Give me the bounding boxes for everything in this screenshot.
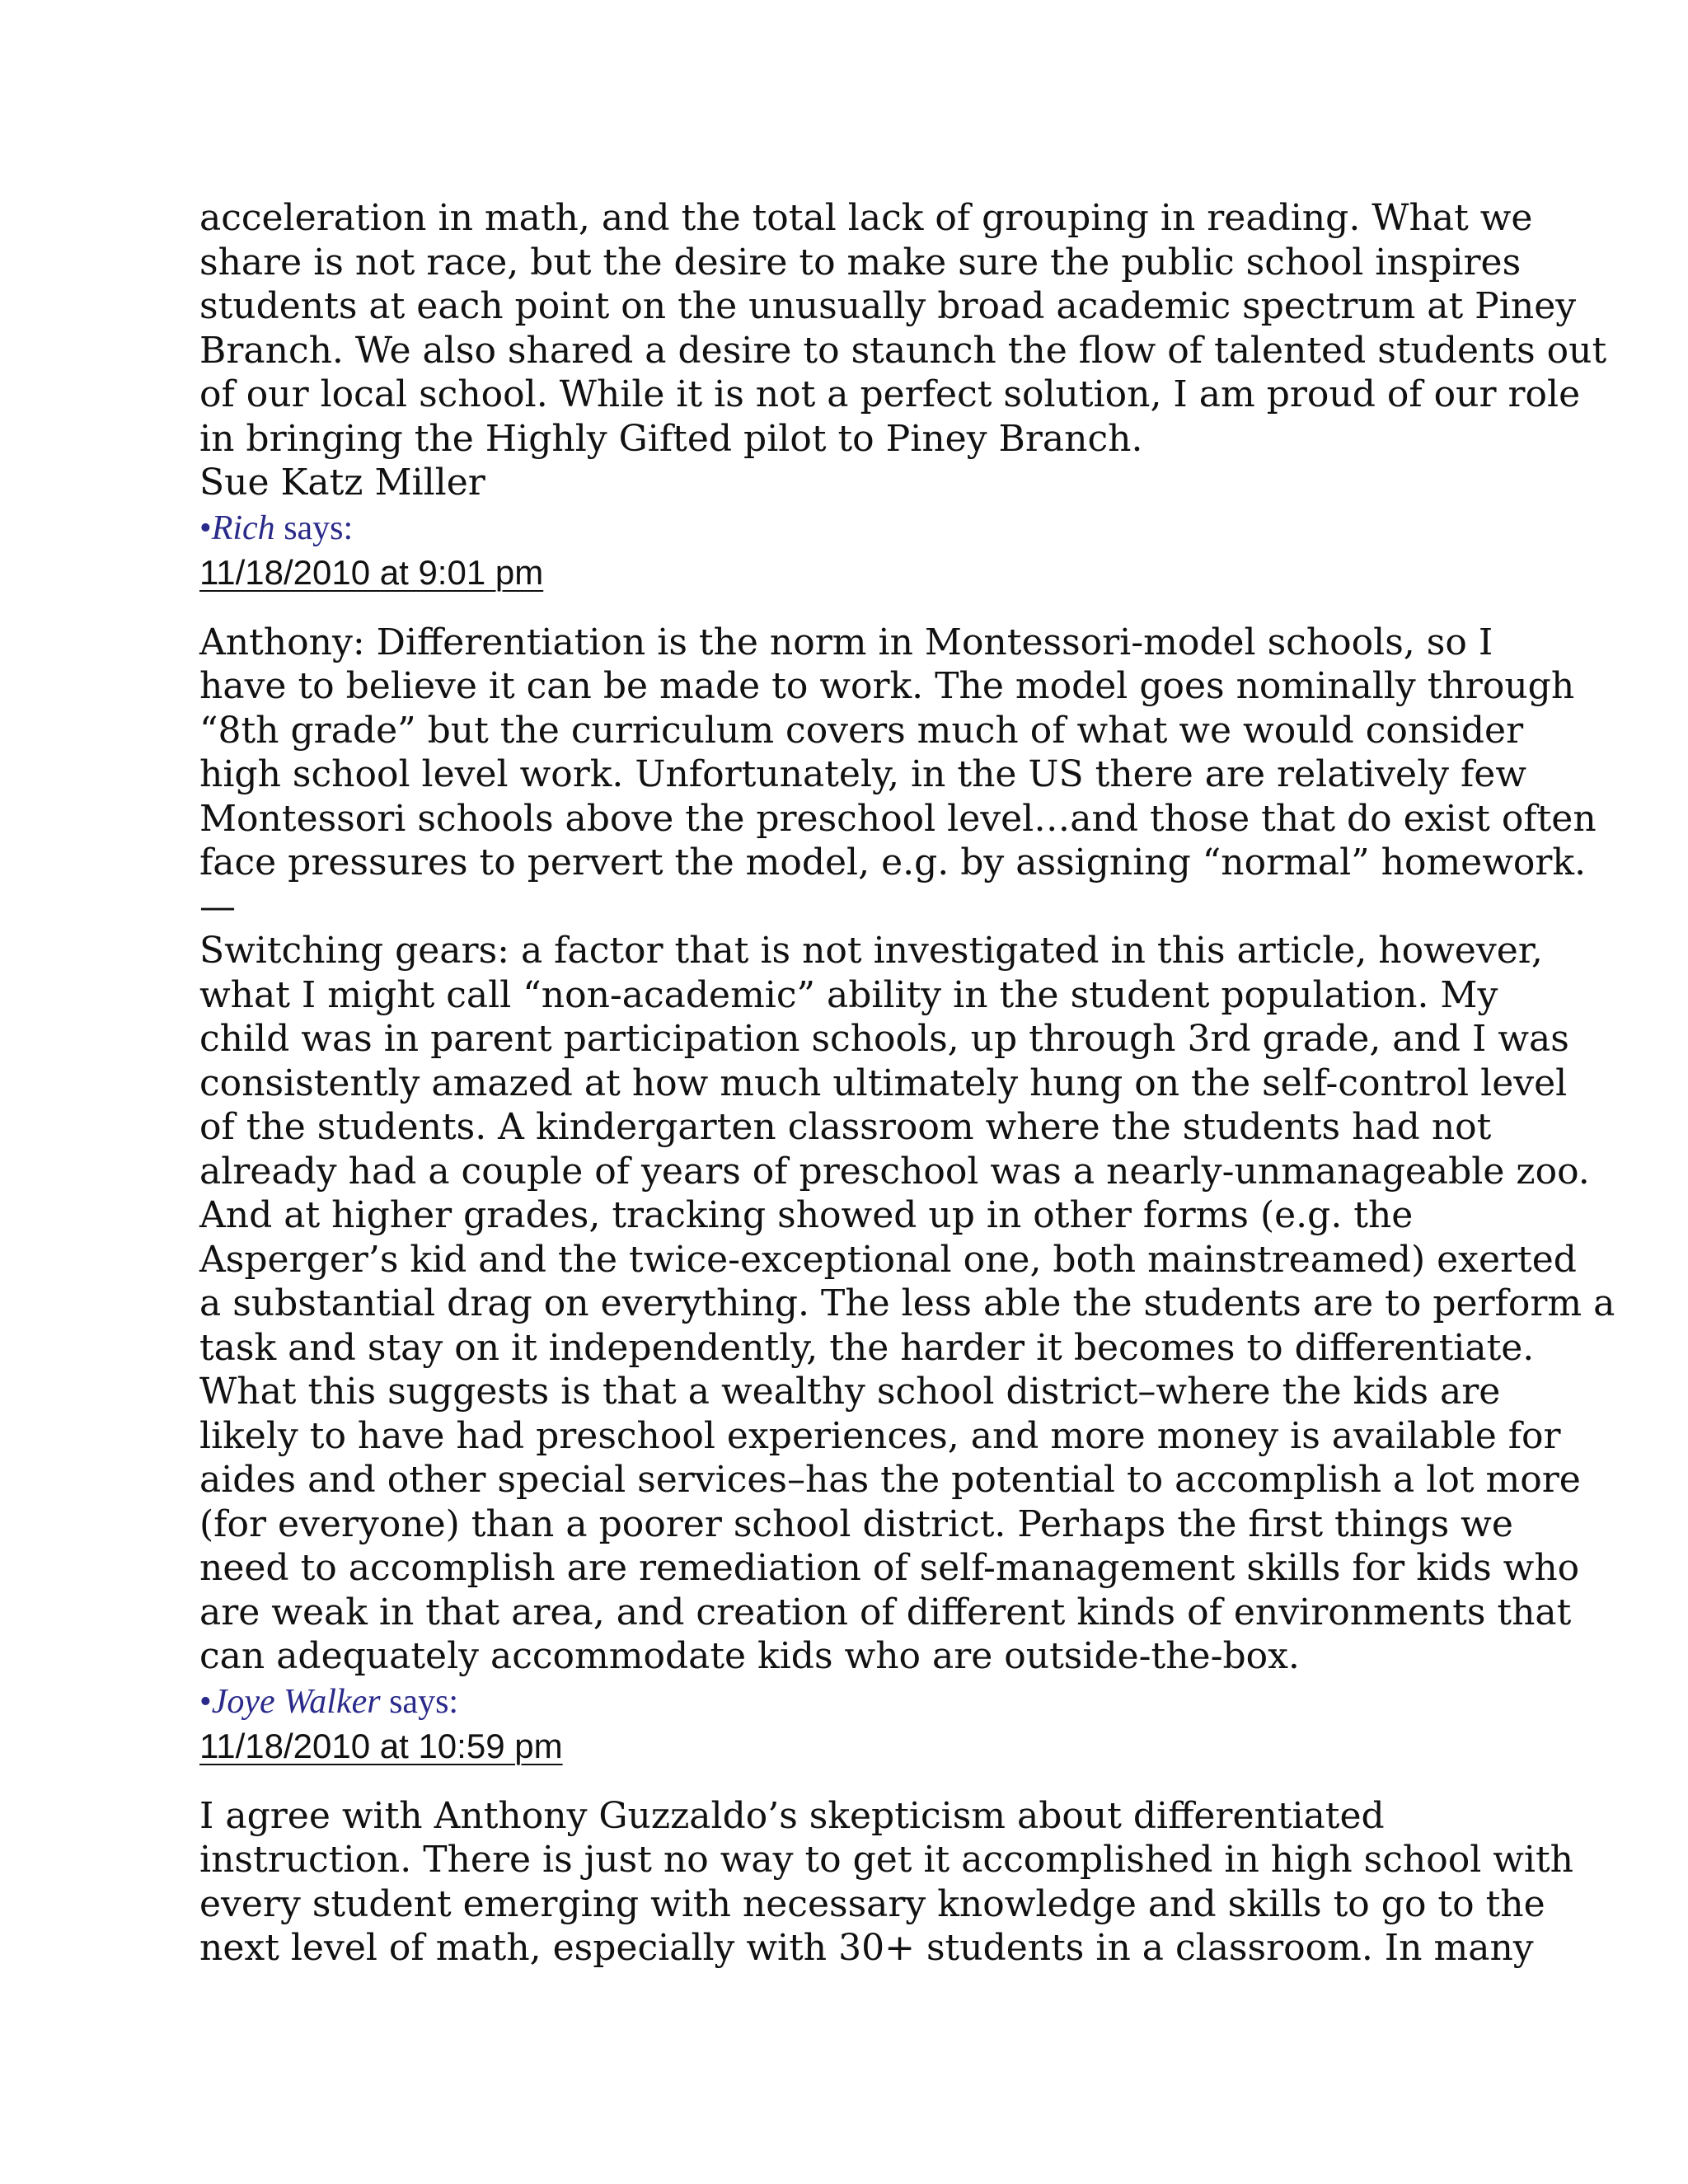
intro-paragraph <box>199 196 1607 505</box>
text-line: students at each point on the unusually broad academic spectrum at Piney <box>199 285 1577 327</box>
text-line: face pressures to pervert the model, e.g. by assigning “normal” homework. <box>199 841 1587 883</box>
says-label: says: <box>274 509 354 547</box>
comment <box>199 1679 1574 1971</box>
comment-header <box>199 505 1518 551</box>
text-line: instruction. There is just no way to get it accomplished in high school with <box>199 1839 1574 1881</box>
document-page <box>199 196 1615 1971</box>
comment-date-link[interactable]: 11/18/2010 at 9:01 pm <box>199 552 544 592</box>
text-line: in bringing the Highly Gifted pilot to Piney Branch. <box>199 417 1143 460</box>
text-line: (for everyone) than a poorer school district. Perhaps the first things we <box>199 1502 1513 1545</box>
text-line: what I might call “non-academic” ability in the student population. My <box>199 973 1498 1016</box>
text-line: already had a couple of years of preschool was a nearly-unmanageable zoo. <box>199 1150 1590 1193</box>
text-line: aides and other special services–has the potential to accomplish a lot more <box>199 1459 1581 1501</box>
text-line: of the students. A kindergarten classroom where the students had not <box>199 1106 1492 1148</box>
text-line: have to believe it can be made to work. The model goes nominally through <box>199 665 1575 707</box>
text-line: child was in parent participation schools, up through 3rd grade, and I was <box>199 1018 1569 1060</box>
comment-author-link[interactable]: Joye Walker <box>211 1682 381 1721</box>
signature-line: Sue Katz Miller <box>199 462 485 504</box>
comment-header <box>199 1679 1518 1725</box>
text-line: can adequately accommodate kids who are outside-the-box. <box>199 1635 1300 1677</box>
separator-dash: — <box>199 885 236 928</box>
bullet: • <box>199 509 212 547</box>
text-line: Montessori schools above the preschool level…and those that do exist often <box>199 797 1597 840</box>
text-line: Asperger’s kid and the twice-exceptional one, both mainstreamed) exerted <box>199 1238 1577 1281</box>
comment-body <box>199 1794 1574 1971</box>
text-line: likely to have had preschool experiences, and more money is available for <box>199 1414 1561 1457</box>
text-line: “8th grade” but the curriculum covers much of what we would consider <box>199 709 1524 752</box>
says-label: says: <box>380 1682 459 1721</box>
text-line: And at higher grades, tracking showed up in other forms (e.g. the <box>199 1194 1414 1236</box>
text-line: Switching gears: a factor that is not investigated in this article, however, <box>199 930 1543 972</box>
comment <box>199 505 1615 1679</box>
text-line: every student emerging with necessary knowledge and skills to go to the <box>199 1882 1545 1925</box>
text-line: Anthony: Differentiation is the norm in Montessori-model schools, so I <box>199 621 1493 663</box>
text-line: next level of math, especially with 30+ students in a classroom. In many <box>199 1927 1534 1969</box>
text-line: of our local school. While it is not a perfect solution, I am proud of our role <box>199 373 1581 415</box>
text-line: share is not race, but the desire to make sure the public school inspires <box>199 241 1522 284</box>
text-line: task and stay on it independently, the harder it becomes to differentiate. <box>199 1326 1535 1369</box>
text-line: a substantial drag on everything. The less able the students are to perform a <box>199 1282 1615 1324</box>
text-line: high school level work. Unfortunately, in the US there are relatively few <box>199 753 1526 795</box>
text-line: What this suggests is that a wealthy school district–where the kids are <box>199 1371 1501 1413</box>
bullet: • <box>199 1682 212 1721</box>
text-line: consistently amazed at how much ultimately hung on the self-control level <box>199 1062 1568 1104</box>
text-line: Branch. We also shared a desire to staunch the flow of talented students out <box>199 329 1607 372</box>
comment-date-link[interactable]: 11/18/2010 at 10:59 pm <box>199 1726 563 1765</box>
text-line: I agree with Anthony Guzzaldo’s skepticism about differentiated <box>199 1794 1385 1837</box>
text-line: need to accomplish are remediation of self-management skills for kids who <box>199 1547 1580 1589</box>
text-line: acceleration in math, and the total lack of grouping in reading. What we <box>199 197 1533 239</box>
comment-author-link[interactable]: Rich <box>211 509 275 547</box>
comment-body <box>199 621 1615 1679</box>
text-line: are weak in that area, and creation of different kinds of environments that <box>199 1591 1572 1633</box>
